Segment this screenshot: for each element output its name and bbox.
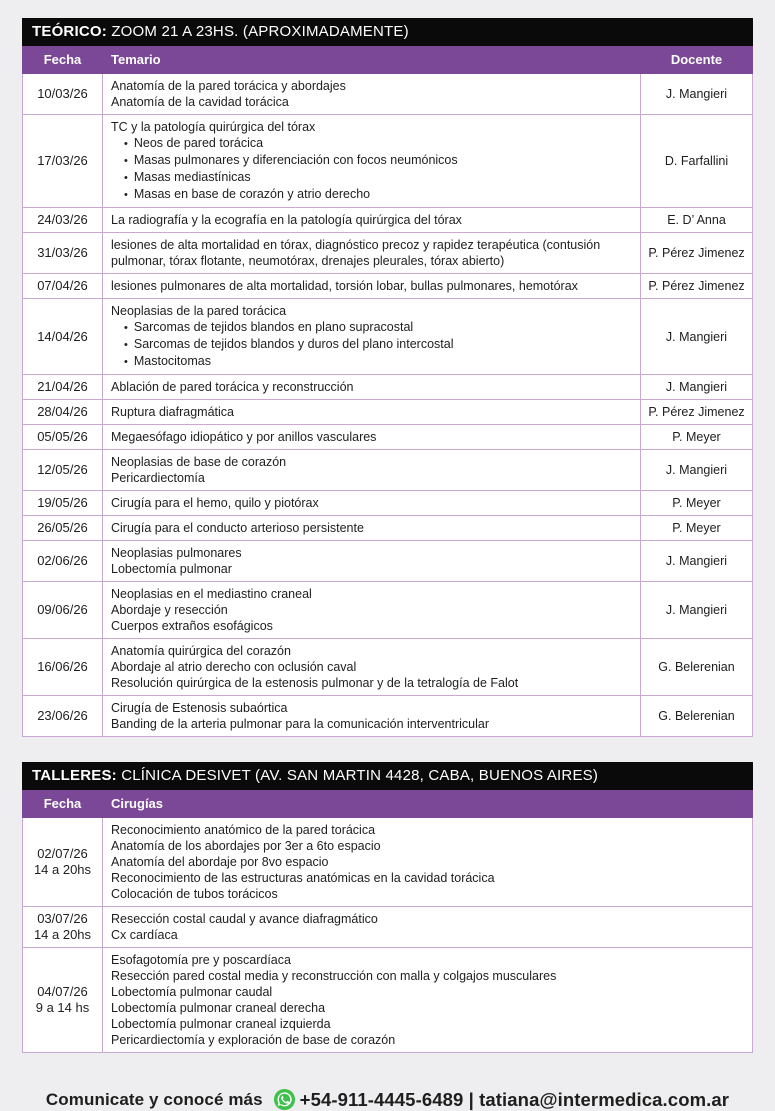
topic-line: Esofagotomía pre y poscardíaca <box>111 953 291 967</box>
topic-cell <box>103 233 641 274</box>
docente-cell: P. Pérez Jimenez <box>641 274 753 299</box>
date-cell: 26/05/26 <box>23 516 103 541</box>
topic-line: Lobectomía pulmonar craneal derecha <box>111 1001 326 1015</box>
date-line: 14 a 20hs <box>33 927 92 942</box>
topic-line: Reconocimiento de las estructuras anatómicas en la cavidad torácica <box>111 871 495 885</box>
topic-line: Cuerpos extraños esofágicos <box>111 619 273 633</box>
docente-cell: P. Meyer <box>641 516 753 541</box>
topic-line: La radiografía y la ecografía en la patología quirúrgica del tórax <box>111 213 462 227</box>
workshops-header-row <box>23 791 753 818</box>
date-cell <box>23 907 103 948</box>
date-cell: 16/06/26 <box>23 639 103 696</box>
topic-line: Ruptura diafragmática <box>111 405 234 419</box>
topic-line: Cx cardíaca <box>111 928 178 942</box>
surgeries-cell <box>103 948 753 1053</box>
theory-section <box>22 18 753 737</box>
date-cell: 12/05/26 <box>23 450 103 491</box>
table-row <box>23 375 753 400</box>
docente-cell: G. Belerenian <box>641 696 753 737</box>
topic-line: Resolución quirúrgica de la estenosis pulmonar y de la tetralogía de Falot <box>111 676 519 690</box>
topic-line: Lobectomía pulmonar caudal <box>111 985 273 999</box>
table-row <box>23 115 753 208</box>
workshops-title-text: CLÍNICA DESIVET (AV. SAN MARTIN 4428, CABA, BUENOS AIRES) <box>121 767 599 784</box>
table-row <box>23 299 753 375</box>
workshops-title-bar <box>22 762 753 790</box>
table-row <box>23 818 753 907</box>
table-row <box>23 696 753 737</box>
topic-line: Neoplasias pulmonares <box>111 546 242 560</box>
date-line: 14 a 20hs <box>33 862 92 877</box>
topic-line: • Sarcomas de tejidos blandos en plano supracostal <box>111 319 632 336</box>
topic-line: Anatomía quirúrgica del corazón <box>111 644 291 658</box>
topic-cell <box>103 639 641 696</box>
topic-line: • Neos de pared torácica <box>111 135 632 152</box>
whatsapp-icon <box>273 1088 296 1111</box>
docente-cell: J. Mangieri <box>641 582 753 639</box>
topic-line: Anatomía de los abordajes por 3er a 6to espacio <box>111 839 381 853</box>
theory-title-label: TEÓRICO: <box>32 23 107 40</box>
topic-line: Banding de la arteria pulmonar para la comunicación interventricular <box>111 717 489 731</box>
docente-cell: D. Farfallini <box>641 115 753 208</box>
topic-line: Megaesófago idiopático y por anillos vasculares <box>111 430 377 444</box>
topic-line: lesiones pulmonares de alta mortalidad, torsión lobar, bullas pulmonares, hemotórax <box>111 279 578 293</box>
surgeries-cell <box>103 818 753 907</box>
workshops-section <box>22 762 753 1053</box>
table-row <box>23 425 753 450</box>
topic-line: Resección pared costal media y reconstrucción con malla y colgajos musculares <box>111 969 557 983</box>
topic-line: Neoplasias de base de corazón <box>111 455 287 469</box>
date-cell: 05/05/26 <box>23 425 103 450</box>
table-row <box>23 491 753 516</box>
date-line: 9 a 14 hs <box>35 1000 90 1015</box>
workshops-table <box>22 790 753 1053</box>
docente-cell: J. Mangieri <box>641 74 753 115</box>
topic-line: lesiones de alta mortalidad en tórax, diagnóstico precoz y rapidez terapéutica (contusión pulmonar, tórax flotante, neumotórax, drenajes pleurales, tórax abierto) <box>111 238 601 268</box>
topic-cell <box>103 491 641 516</box>
table-row <box>23 74 753 115</box>
docente-cell: J. Mangieri <box>641 375 753 400</box>
table-row <box>23 948 753 1053</box>
table-row <box>23 233 753 274</box>
table-row <box>23 907 753 948</box>
topic-line: • Masas mediastínicas <box>111 169 632 186</box>
topic-cell <box>103 696 641 737</box>
topic-cell <box>103 208 641 233</box>
date-cell <box>23 948 103 1053</box>
docente-cell: J. Mangieri <box>641 541 753 582</box>
date-cell: 02/06/26 <box>23 541 103 582</box>
topic-line: Cirugía para el conducto arterioso persistente <box>111 521 364 535</box>
docente-cell: J. Mangieri <box>641 450 753 491</box>
docente-cell: P. Pérez Jimenez <box>641 233 753 274</box>
topic-line: • Sarcomas de tejidos blandos y duros del plano intercostal <box>111 336 632 353</box>
topic-line: Resección costal caudal y avance diafragmático <box>111 912 378 926</box>
theory-header-row <box>23 47 753 74</box>
contact-footer <box>22 1088 753 1111</box>
contact-phone-email: +54-911-4445-6489 | tatiana@intermedica.com.ar <box>299 1088 730 1110</box>
table-row <box>23 582 753 639</box>
theory-title-text: ZOOM 21 A 23HS. (APROXIMADAMENTE) <box>111 23 409 40</box>
topic-line: Abordaje y resección <box>111 603 228 617</box>
date-line: 03/07/26 <box>37 911 88 926</box>
topic-line: Cirugía para el hemo, quilo y piotórax <box>111 496 319 510</box>
contact-cta-text: Comunicate y conocé más <box>45 1089 263 1109</box>
topic-line: Lobectomía pulmonar <box>111 562 232 576</box>
topic-line: Neoplasias en el mediastino craneal <box>111 587 312 601</box>
topic-cell <box>103 74 641 115</box>
topic-cell <box>103 299 641 375</box>
theory-header-fecha: Fecha <box>23 47 103 74</box>
workshops-title-label: TALLERES: <box>32 767 117 784</box>
date-cell: 17/03/26 <box>23 115 103 208</box>
topic-line: • Masas pulmonares y diferenciación con focos neumónicos <box>111 152 632 169</box>
date-cell <box>23 818 103 907</box>
date-cell: 09/06/26 <box>23 582 103 639</box>
topic-line: Cirugía de Estenosis subaórtica <box>111 701 288 715</box>
docente-cell: E. D’ Anna <box>641 208 753 233</box>
theory-header-temario: Temario <box>103 47 641 74</box>
date-line: 02/07/26 <box>37 846 88 861</box>
workshops-header-cirugias: Cirugías <box>103 791 753 818</box>
topic-cell <box>103 582 641 639</box>
table-row <box>23 208 753 233</box>
table-row <box>23 274 753 299</box>
docente-cell: P. Meyer <box>641 425 753 450</box>
topic-cell <box>103 541 641 582</box>
topic-line: • Masas en base de corazón y atrio derecho <box>111 186 632 203</box>
topic-line: Anatomía de la cavidad torácica <box>111 95 289 109</box>
topic-cell <box>103 425 641 450</box>
docente-cell: P. Pérez Jimenez <box>641 400 753 425</box>
topic-line: Neoplasias de la pared torácica <box>111 304 287 318</box>
topic-cell <box>103 115 641 208</box>
date-cell: 21/04/26 <box>23 375 103 400</box>
topic-line: Colocación de tubos torácicos <box>111 887 278 901</box>
table-row <box>23 516 753 541</box>
table-row <box>23 639 753 696</box>
topic-line: Anatomía de la pared torácica y abordajes <box>111 79 346 93</box>
topic-cell <box>103 450 641 491</box>
docente-cell: P. Meyer <box>641 491 753 516</box>
topic-line: Pericardiectomía <box>111 471 205 485</box>
table-row <box>23 400 753 425</box>
topic-line: Pericardiectomía y exploración de base de corazón <box>111 1033 396 1047</box>
surgeries-cell <box>103 907 753 948</box>
docente-cell: J. Mangieri <box>641 299 753 375</box>
date-cell: 10/03/26 <box>23 74 103 115</box>
date-cell: 19/05/26 <box>23 491 103 516</box>
date-cell: 23/06/26 <box>23 696 103 737</box>
date-cell: 31/03/26 <box>23 233 103 274</box>
topic-line: TC y la patología quirúrgica del tórax <box>111 120 316 134</box>
topic-line: Abordaje al atrio derecho con oclusión caval <box>111 660 357 674</box>
topic-line: Anatomía del abordaje por 8vo espacio <box>111 855 329 869</box>
topic-cell <box>103 400 641 425</box>
docente-cell: G. Belerenian <box>641 639 753 696</box>
date-cell: 07/04/26 <box>23 274 103 299</box>
table-row <box>23 541 753 582</box>
topic-cell <box>103 516 641 541</box>
topic-line: • Mastocitomas <box>111 353 632 370</box>
topic-cell <box>103 274 641 299</box>
theory-title-bar <box>22 18 753 46</box>
date-cell: 14/04/26 <box>23 299 103 375</box>
date-cell: 24/03/26 <box>23 208 103 233</box>
table-row <box>23 450 753 491</box>
workshops-header-fecha: Fecha <box>23 791 103 818</box>
theory-header-docente: Docente <box>641 47 753 74</box>
topic-line: Reconocimiento anatómico de la pared torácica <box>111 823 376 837</box>
date-cell: 28/04/26 <box>23 400 103 425</box>
topic-line: Lobectomía pulmonar craneal izquierda <box>111 1017 331 1031</box>
theory-table <box>22 46 753 737</box>
date-line: 04/07/26 <box>37 984 88 999</box>
topic-line: Ablación de pared torácica y reconstrucción <box>111 380 354 394</box>
topic-cell <box>103 375 641 400</box>
